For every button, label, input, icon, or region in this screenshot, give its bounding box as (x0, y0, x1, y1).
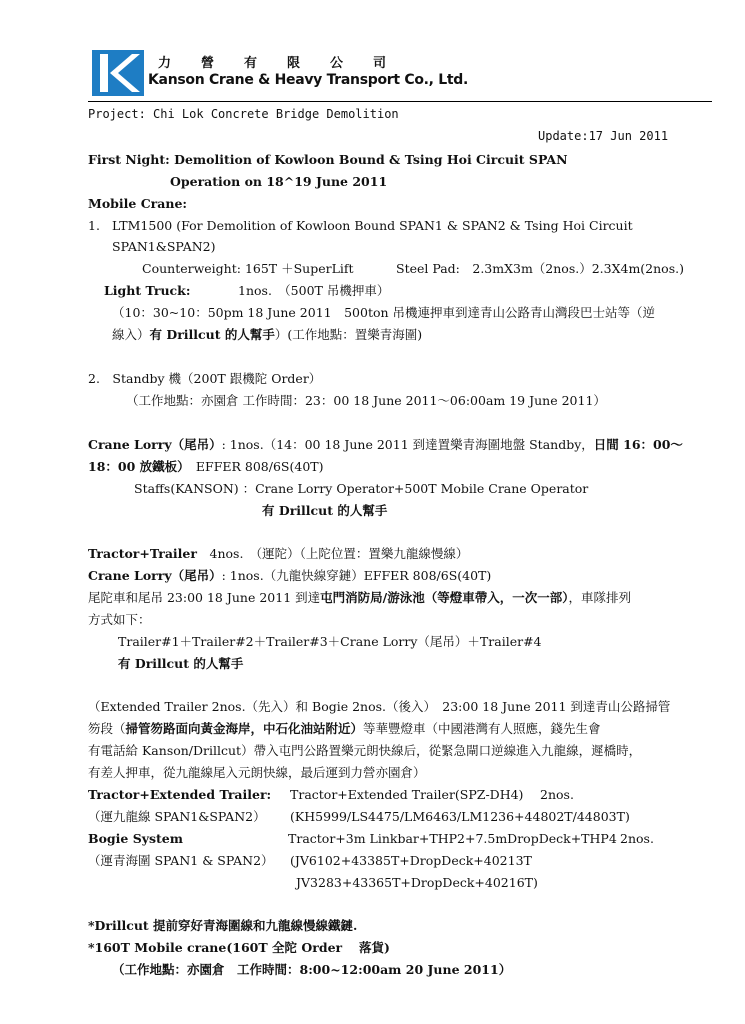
steel-pad: Steel Pad: 2.3mX3m（2nos.）2.3X4m(2nos.) (396, 261, 684, 276)
light-truck-value: 1nos. （500T 吊機押車） (238, 283, 390, 298)
bogie-plates-2: JV3283+43365T+DropDeck+40216T) (296, 875, 538, 890)
item2-detail: （工作地點：亦園倉 工作時間：23：00 18 June 2011～06:00am 19 June 2011） (126, 393, 606, 408)
company-name-zh: 力營有限公司 (158, 56, 417, 71)
bogie-label: Bogie System (88, 831, 183, 846)
note-drillcut: *Drillcut 提前穿好青海圍線和九龍線慢線鐵鏈. (88, 918, 358, 933)
mobile-crane-heading: Mobile Crane: (88, 196, 188, 211)
light-truck-label: Light Truck: (104, 283, 191, 298)
tail-line1: 尾陀車和尾吊 23:00 18 June 2011 到達屯門消防局/游泳池（等燈車帶入，一次一部），車隊排列 (88, 590, 631, 605)
help-line-3: 有 Drillcut 的人幫手 (118, 656, 244, 671)
project-line: Project: Chi Lok Concrete Bridge Demolition (88, 107, 399, 121)
company-name-en: Kanson Crane & Heavy Transport Co., Ltd. (148, 72, 469, 88)
tractor-extended-span: （運九龍線 SPAN1&SPAN2） (88, 809, 266, 824)
extended-line2: 笏段（掃管笏路面向黃金海岸，中石化油站附近）等華豐燈車（中國港灣有人照應，錢先生會 (88, 721, 601, 736)
tractor-extended-plates: (KH5999/LS4475/LM6463/LM1236+44802T/44803T) (290, 809, 630, 824)
item2-standby: 2. Standby 機（200T 跟機陀 Order） (88, 371, 322, 386)
item1-line1: LTM1500 (For Demolition of Kowloon Bound SPAN1 & SPAN2 & Tsing Hoi Circuit (112, 218, 633, 233)
light-truck-detail-2: 線入）有 Drillcut 的人幫手）(工作地點：置樂青海圍) (112, 327, 423, 342)
tractor-extended-label: Tractor+Extended Trailer: (88, 787, 272, 802)
note-160t-crane: *160T Mobile crane(160T 全陀 Order 落貨) (88, 940, 390, 955)
heading-first-night: First Night: Demolition of Kowloon Bound & Tsing Hoi Circuit SPAN (88, 152, 568, 167)
heading-operation-date: Operation on 18^19 June 2011 (170, 174, 388, 189)
crane-lorry-2-line: Crane Lorry（尾吊）: 1nos.（九龍快線穿鏈）EFFER 808/6S(40T) (88, 568, 492, 583)
crane-lorry-1-line1: Crane Lorry（尾吊）: 1nos.（14：00 18 June 2011 到達置樂青海圍地盤 Standby，日間 16：00～ (88, 437, 683, 452)
k-logo-icon (92, 50, 144, 96)
trailer-order: Trailer#1＋Trailer#2＋Trailer#3＋Crane Lorry（尾吊）＋Trailer#4 (118, 634, 542, 649)
counterweight: Counterweight: 165T ＋SuperLift (142, 261, 354, 276)
header-divider (88, 101, 712, 102)
crane-lorry-1-line2: 18：00 放鐵板） EFFER 808/6S(40T) (88, 459, 324, 474)
tractor-extended-qty: 2nos. (540, 787, 574, 802)
tractor-trailer-line: Tractor+Trailer 4nos. （運陀）（上陀位置：置樂九龍線慢線） (88, 546, 469, 561)
extended-line4: 有差人押車，從九龍線尾入元朗快線，最后運到力營亦園倉） (88, 765, 426, 780)
bogie-plates-1: (JV6102+43385T+DropDeck+40213T (290, 853, 532, 868)
item1-number: 1. (88, 218, 100, 233)
bogie-value: Tractor+3m Linkbar+THP2+7.5mDropDeck+THP4 (288, 831, 617, 846)
bogie-qty: 2nos. (620, 831, 654, 846)
light-truck-detail-1: （10：30~10：50pm 18 June 2011 500ton 吊機連押車到達青山公路青山灣段巴士站等（逆 (112, 305, 656, 320)
staffs-help: 有 Drillcut 的人幫手 (262, 503, 388, 518)
extended-line1: （Extended Trailer 2nos.（先入）和 Bogie 2nos.（後入） 23:00 18 June 2011 到達青山公路掃管 (88, 699, 671, 714)
update-date: Update:17 Jun 2011 (538, 129, 669, 143)
extended-line3: 有電話給 Kanson/Drillcut）帶入屯門公路置樂元朗快線后，從緊急閘口逆線進入九龍線，遲橋時， (88, 743, 642, 758)
company-logo (92, 50, 144, 96)
tractor-extended-value: Tractor+Extended Trailer(SPZ-DH4) (290, 787, 524, 802)
staffs-line: Staffs(KANSON) ：Crane Lorry Operator+500T Mobile Crane Operator (134, 481, 589, 496)
note-work-location: （工作地點：亦園倉 工作時間：8:00~12:00am 20 June 2011） (112, 962, 512, 977)
bogie-span: （運青海圍 SPAN1 & SPAN2） (88, 853, 274, 868)
item1-line2: SPAN1&SPAN2) (112, 239, 216, 254)
tail-line2: 方式如下： (88, 612, 151, 627)
